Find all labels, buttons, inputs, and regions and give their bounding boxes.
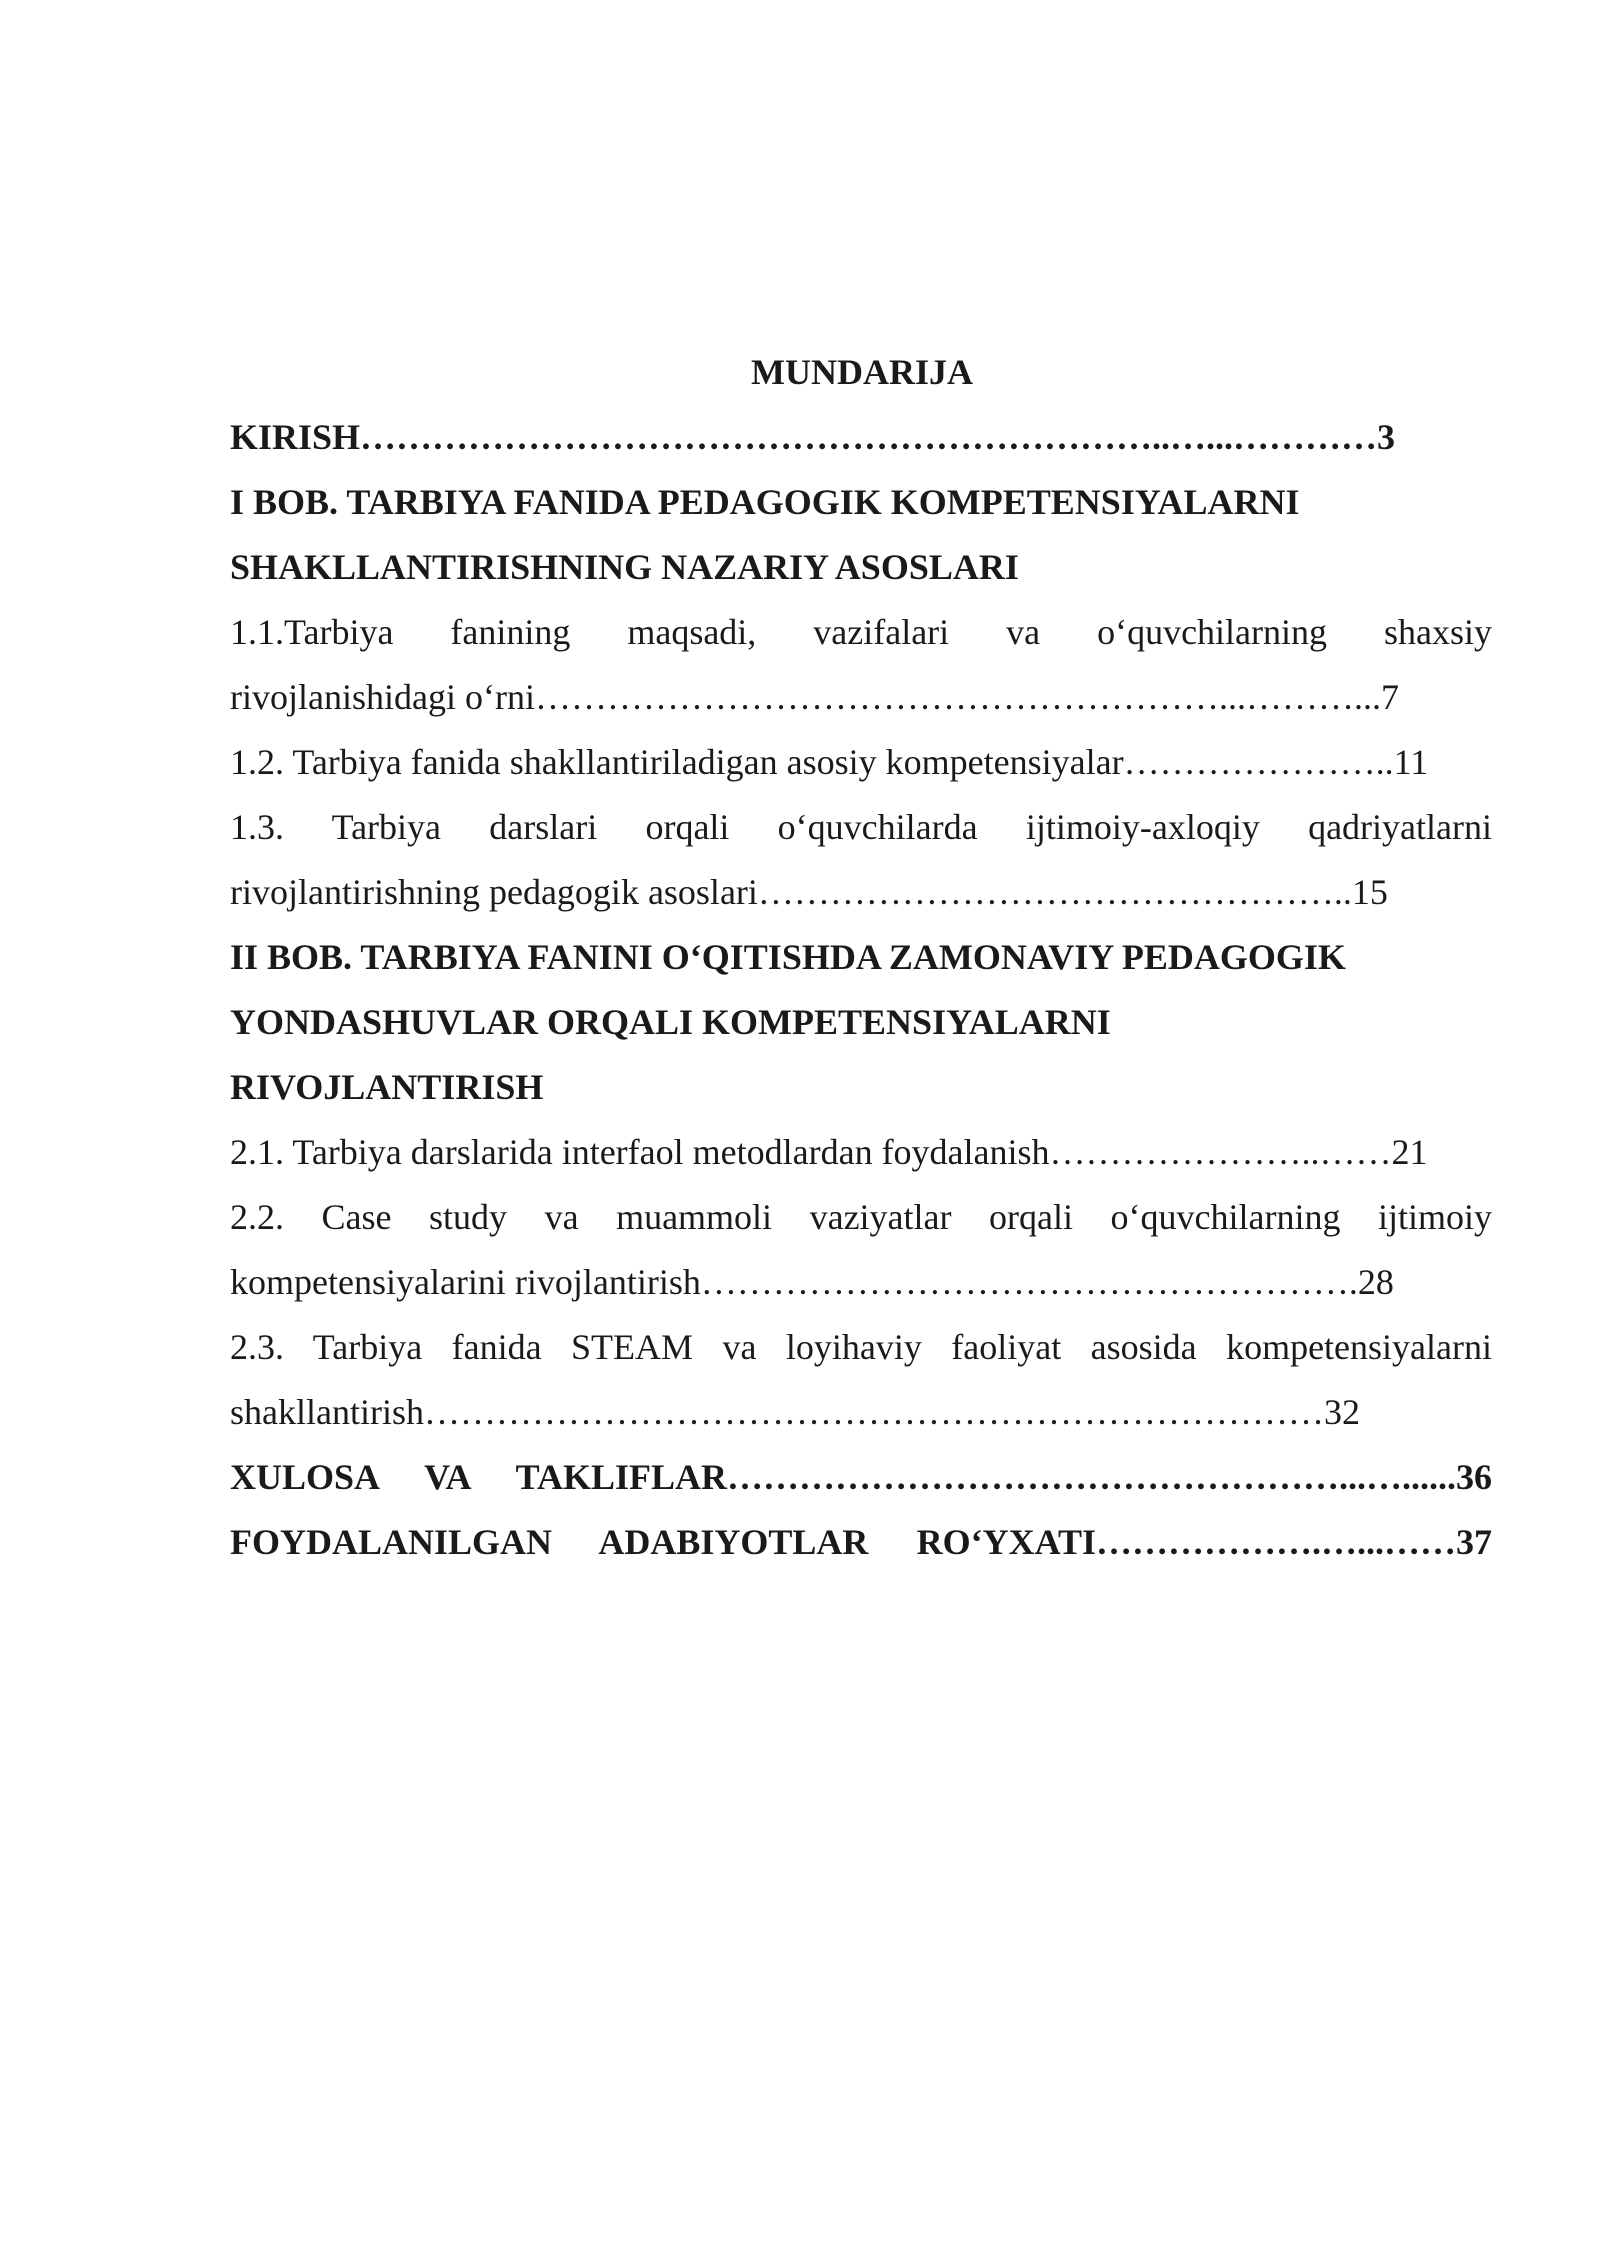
toc-line: KIRISH…………………………………………………………..…...…………3 xyxy=(230,417,1396,457)
toc-line: 2.2. Case study va muammoli vaziyatlar orqali o‘quvchilarning ijtimoiy xyxy=(230,1197,1492,1237)
toc-line: I BOB. TARBIYA FANIDA PEDAGOGIK KOMPETENSIYALARNI xyxy=(230,482,1300,522)
table-of-contents xyxy=(230,340,1492,1575)
toc-line: YONDASHUVLAR ORQALI KOMPETENSIYALARNI xyxy=(230,1002,1111,1042)
toc-title: MUNDARIJA xyxy=(751,352,973,392)
toc-line: kompetensiyalarini rivojlantirish……………………………………………….28 xyxy=(230,1262,1394,1302)
toc-line: shakllantirish…………………………………………………………………32 xyxy=(230,1392,1360,1432)
toc-line: 2.3. Tarbiya fanida STEAM va loyihaviy faoliyat asosida kompetensiyalarni xyxy=(230,1327,1492,1367)
toc-line: 2.1. Tarbiya darslarida interfaol metodlardan foydalanish…………………..……21 xyxy=(230,1132,1428,1172)
toc-line: SHAKLLANTIRISHNING NAZARIY ASOSLARI xyxy=(230,547,1019,587)
toc-lines xyxy=(230,405,1492,1575)
toc-line: rivojlantirishning pedagogik asoslari…………………………………………..15 xyxy=(230,872,1388,912)
toc-line: FOYDALANILGAN ADABIYOTLAR RO‘YXATI……………….…...……37 xyxy=(230,1522,1492,1562)
toc-line: 1.1.Tarbiya fanining maqsadi, vazifalari va o‘quvchilarning shaxsiy xyxy=(230,612,1492,652)
toc-line: 1.2. Tarbiya fanida shakllantiriladigan asosiy kompetensiyalar…………………..11 xyxy=(230,742,1429,782)
toc-line: rivojlanishidagi o‘rni…………………………………………………...………...7 xyxy=(230,677,1399,717)
toc-line: RIVOJLANTIRISH xyxy=(230,1067,544,1107)
toc-line: 1.3. Tarbiya darslari orqali o‘quvchilarda ijtimoiy-axloqiy qadriyatlarni xyxy=(230,807,1492,847)
toc-line: XULOSA VA TAKLIFLAR……………………………………………...…......36 xyxy=(230,1457,1492,1497)
toc-line: II BOB. TARBIYA FANINI O‘QITISHDA ZAMONAVIY PEDAGOGIK xyxy=(230,937,1346,977)
